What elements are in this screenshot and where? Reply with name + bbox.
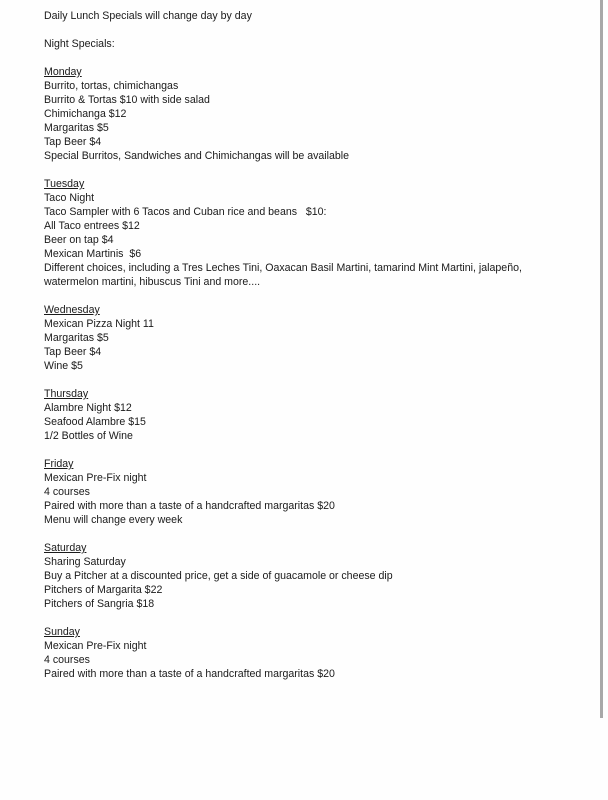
menu-line: Pitchers of Margarita $22	[44, 584, 163, 596]
spacer	[44, 163, 594, 177]
menu-line: Seafood Alambre $15	[44, 416, 146, 428]
spacer	[44, 527, 594, 541]
spacer	[44, 51, 594, 65]
day-heading	[44, 457, 594, 471]
day-heading	[44, 303, 594, 317]
day-sections	[44, 65, 594, 681]
menu-line: Mexican Pre-Fix night	[44, 640, 147, 652]
day-heading	[44, 625, 594, 639]
menu-line: Menu will change every week	[44, 514, 183, 526]
menu-line: Special Burritos, Sandwiches and Chimichangas will be available	[44, 150, 350, 162]
day-name: Wednesday	[44, 304, 100, 316]
menu-line: 4 courses	[44, 486, 90, 498]
page-edge-line	[600, 0, 603, 718]
menu-line: Taco Night	[44, 192, 95, 204]
day-section-wednesday	[44, 303, 594, 387]
menu-line: Margaritas $5	[44, 122, 109, 134]
menu-line: Margaritas $5	[44, 332, 109, 344]
night-specials-heading: Night Specials:	[44, 38, 115, 50]
day-heading	[44, 65, 594, 79]
menu-line: Alambre Night $12	[44, 402, 132, 414]
day-name: Monday	[44, 66, 82, 78]
menu-line: Taco Sampler with 6 Tacos and Cuban rice and beans $10:	[44, 206, 327, 218]
spacer	[44, 373, 594, 387]
menu-line: Tap Beer $4	[44, 136, 102, 148]
day-section-tuesday	[44, 177, 594, 303]
day-heading	[44, 177, 594, 191]
day-section-monday	[44, 65, 594, 177]
day-heading	[44, 387, 594, 401]
menu-line: All Taco entrees $12	[44, 220, 140, 232]
menu-line: Mexican Martinis $6	[44, 248, 142, 260]
menu-line: Burrito, tortas, chimichangas	[44, 80, 179, 92]
intro-text: Daily Lunch Specials will change day by day	[44, 10, 252, 22]
spacer	[44, 443, 594, 457]
menu-line: Different choices, including a Tres Leches Tini, Oaxacan Basil Martini, tamarind Mint Martini, jalapeño,	[44, 262, 522, 274]
menu-line: 4 courses	[44, 654, 90, 666]
spacer	[44, 23, 594, 37]
menu-line: watermelon martini, hibuscus Tini and more....	[44, 276, 261, 288]
day-name: Friday	[44, 458, 74, 470]
menu-line: Pitchers of Sangria $18	[44, 598, 155, 610]
day-name: Tuesday	[44, 178, 85, 190]
menu-line: Buy a Pitcher at a discounted price, get a side of guacamole or cheese dip	[44, 570, 393, 582]
day-section-sunday	[44, 625, 594, 681]
menu-line: Chimichanga $12	[44, 108, 127, 120]
day-name: Saturday	[44, 542, 87, 554]
menu-line: Beer on tap $4	[44, 234, 114, 246]
menu-line: Mexican Pre-Fix night	[44, 472, 147, 484]
menu-line: 1/2 Bottles of Wine	[44, 430, 133, 442]
day-section-saturday	[44, 541, 594, 625]
day-section-thursday	[44, 387, 594, 457]
menu-line: Wine $5	[44, 360, 83, 372]
menu-line: Sharing Saturday	[44, 556, 126, 568]
menu-document	[44, 9, 594, 681]
spacer	[44, 289, 594, 303]
day-name: Sunday	[44, 626, 80, 638]
menu-line: Tap Beer $4	[44, 346, 102, 358]
day-name: Thursday	[44, 388, 89, 400]
menu-line: Paired with more than a taste of a handcrafted margaritas $20	[44, 668, 335, 680]
day-section-friday	[44, 457, 594, 541]
day-heading	[44, 541, 594, 555]
menu-line: Paired with more than a taste of a handcrafted margaritas $20	[44, 500, 335, 512]
menu-line: Mexican Pizza Night 11	[44, 318, 154, 330]
spacer	[44, 611, 594, 625]
menu-line: Burrito & Tortas $10 with side salad	[44, 94, 210, 106]
